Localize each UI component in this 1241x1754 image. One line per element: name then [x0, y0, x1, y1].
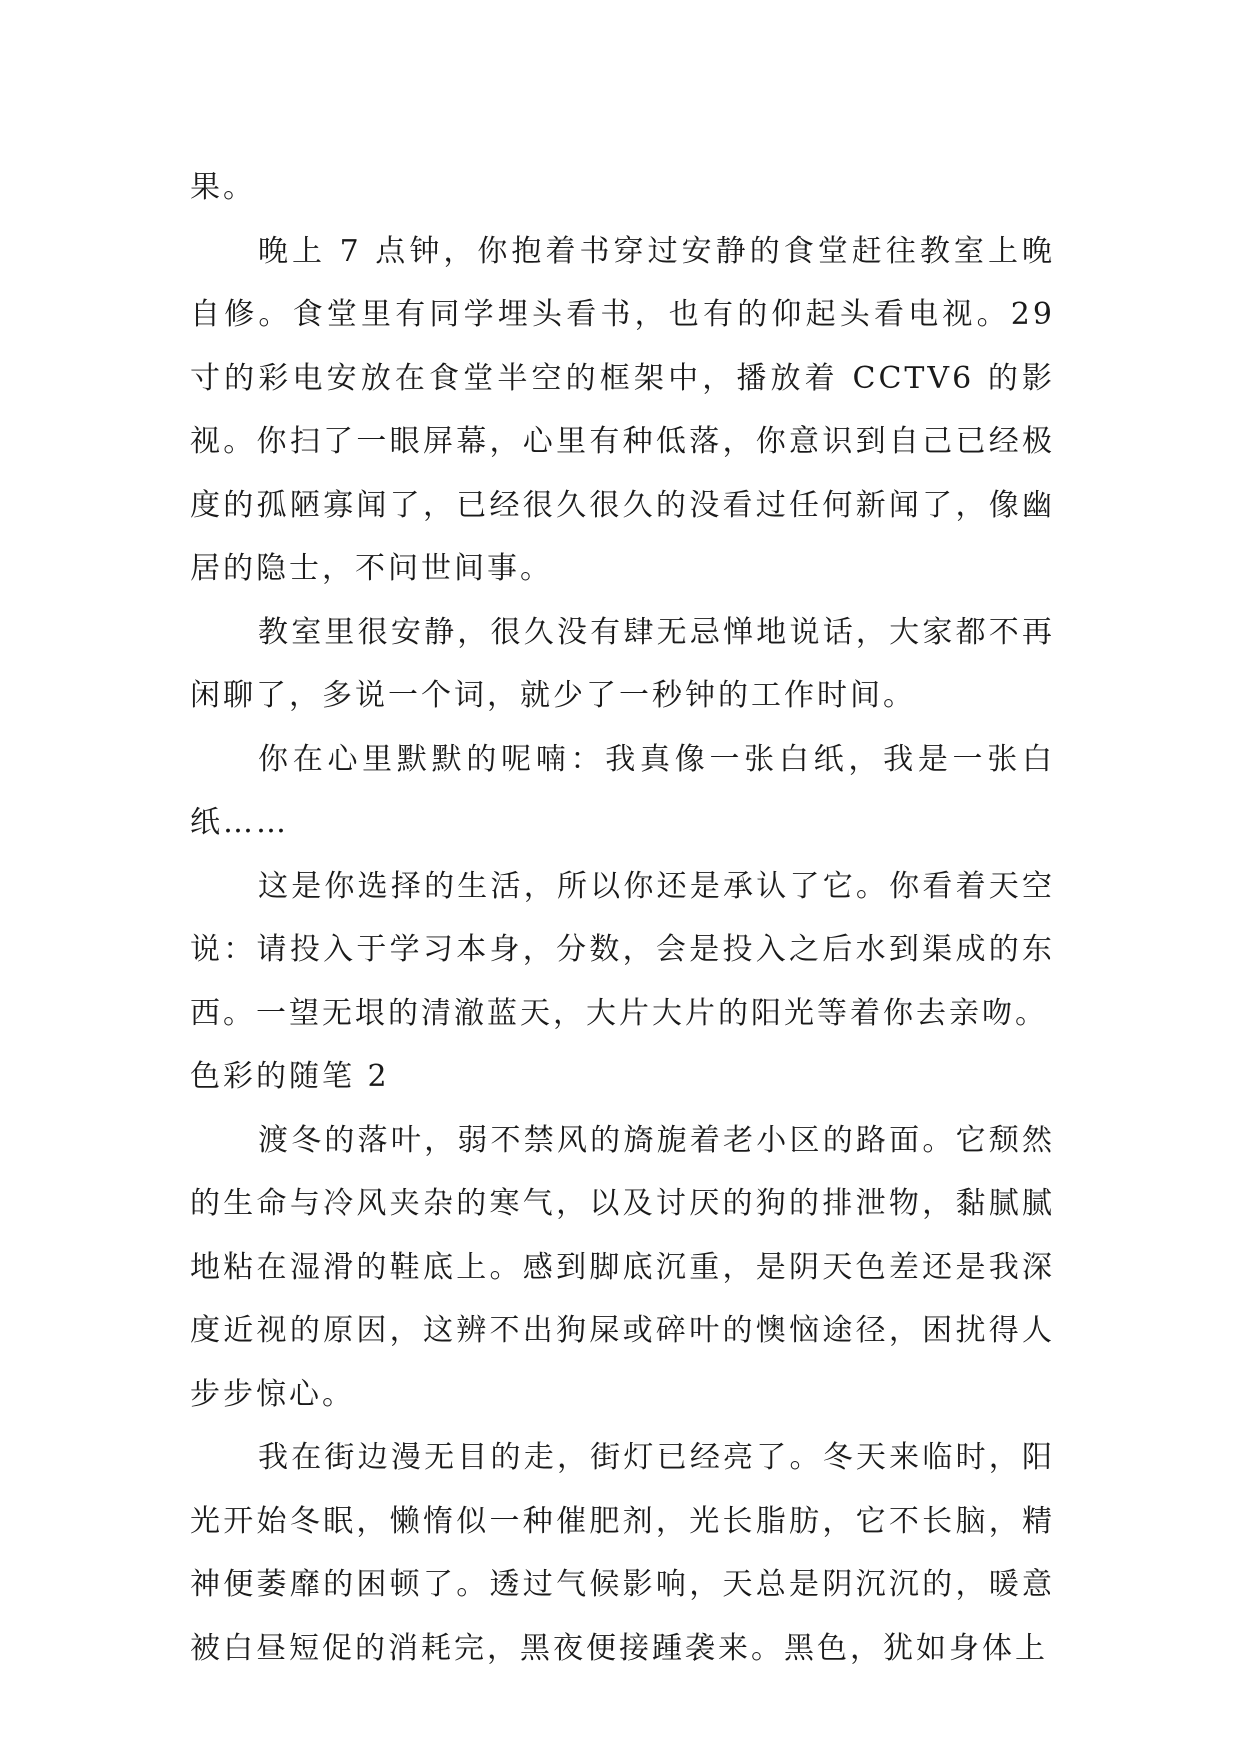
paragraph: 渡冬的落叶，弱不禁风的旖旎着老小区的路面。它颓然的生命与冷风夹杂的寒气，以及讨厌的狗的排泄物，黏腻腻地粘在湿滑的鞋底上。感到脚底沉重，是阴天色差还是我深度近视的原因，这辨不出狗屎或碎叶的懊恼途径，困扰得人步步惊心。 [190, 1122, 1055, 1412]
paragraph: 晚上 7 点钟，你抱着书穿过安静的食堂赶往教室上晚自修。食堂里有同学埋头看书，也有的仰起头看电视。29 寸的彩电安放在食堂半空的框架中，播放着 CCTV6 的影视。你扫了一眼屏幕，心里有种低落，你意识到自己已经极度的孤陋寡闻了，已经很久很久的没看过任何新闻了，像幽居的隐士，不问世间事。 [190, 233, 1055, 586]
section-heading: 色彩的随笔 2 [190, 1059, 390, 1094]
paragraph: 我在街边漫无目的走，街灯已经亮了。冬天来临时，阳光开始冬眠，懒惰似一种催肥剂，光长脂肪，它不长脑，精神便萎靡的困顿了。透过气候影响，天总是阴沉沉的，暖意被白昼短促的消耗完，黑夜便接踵袭来。黑色，犹如身体上 [190, 1440, 1055, 1666]
document-body [190, 156, 1055, 1680]
paragraph: 果。 [190, 170, 256, 205]
paragraph: 教室里很安静，很久没有肆无忌惮地说话，大家都不再闲聊了，多说一个词，就少了一秒钟的工作时间。 [190, 614, 1055, 713]
paragraph: 你在心里默默的呢喃：我真像一张白纸，我是一张白纸…… [190, 741, 1055, 840]
paragraph: 这是你选择的生活，所以你还是承认了它。你看着天空说：请投入于学习本身，分数，会是投入之后水到渠成的东西。一望无垠的清澈蓝天，大片大片的阳光等着你去亲吻。 [190, 868, 1055, 1031]
